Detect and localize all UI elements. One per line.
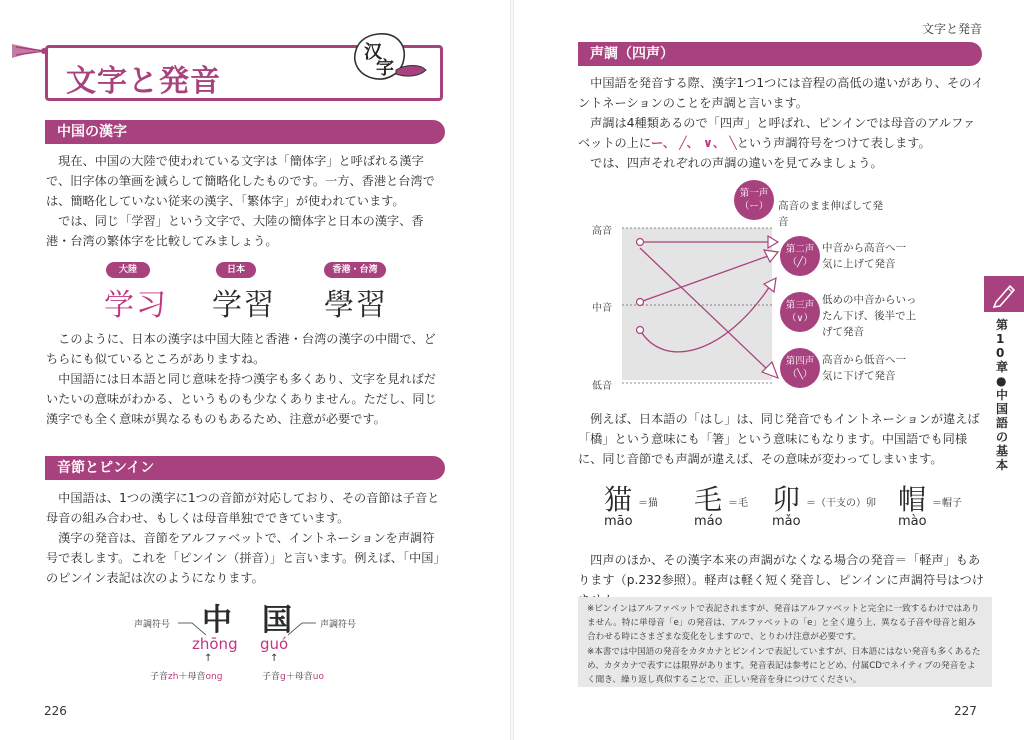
pencil-icon [984,276,1024,312]
figure-char-zhong: 中 [202,603,232,638]
example-meaning: ＝帽子 [932,498,962,509]
comparison-word: 学習 [212,288,276,323]
pinyin-zhong: zhōng [192,635,238,653]
tone-mark-label-right: 声調符号 [320,620,357,630]
comparison-tag: 日本 [216,262,256,278]
comparison-word: 学习 [104,288,168,323]
example-pinyin: mǎo [772,514,801,529]
page-number: 226 [44,704,67,718]
tassel-icon [10,40,50,62]
chapter-side-label: 第10章●中国語の基本 [996,318,1009,472]
example-char: 帽 [898,483,927,516]
paragraph: 中国語には日本語と同じ意味を持つ漢字も多くあり、文字を見ればだいたいの意味がわかる、というものも少なくありません。ただし、同じ漢字でも全く意味が異なるものもあるため、注意が必要です。 [46,372,437,426]
example-char: 猫 [604,483,633,516]
tone-desc-2: 中音から高音へ一気に上げて発音 [822,242,906,270]
section-title-chinese-kanji: 中国の漢字 [45,120,445,144]
kanji-comparison [96,262,416,323]
tone-desc-4: 高音から低音へ一気に下げて発音 [822,354,906,382]
tone-bubble-1: 第一声 （ー） [734,180,774,220]
tone-bubble-2: 第二声 （╱） [780,236,820,276]
section-title-tones: 声調（四声） [578,42,982,66]
comparison-tag: 大陸 [106,262,150,278]
kanji-speech-bubble [350,30,406,84]
tone-desc-1: 高音のまま伸ばして発音 [778,200,883,228]
tone-chart [584,180,917,392]
example-pinyin: māo [604,514,633,529]
page-number: 227 [954,704,977,718]
note-item: ※ピンインはアルファベットで表記されますが、発音はアルファベットと完全に一致するわけではありません。特に単母音「e」の発音は、アルファベットの「e」と全く違う上、異なる子音や母音と組み合わせる時にさまざまな変化をしますので、とりわけ注意が必要です。 [587,604,980,643]
right-page [512,0,1024,740]
tone-mark-label-left: 声調符号 [134,620,171,630]
tone-bubble-3: 第三声 （∨） [780,292,820,332]
paragraph: では、四声それぞれの声調の違いを見てみましょう。 [578,156,883,170]
example-meaning: ＝猫 [638,498,658,509]
paragraph: このように、日本の漢字は中国大陸と香港・台湾の漢字の中間で、どちらにも似ているところがありますね。 [46,332,436,366]
figure-char-guo: 国 [262,603,292,638]
axis-label-mid: 中音 [592,303,612,314]
chapter-title: 文字と発音 [66,64,221,99]
example-meaning: ＝毛 [728,498,748,509]
tone-marks-inline: ー、 ╱、 ∨、 ╲ [651,136,737,150]
chapter-side-tab [984,276,1024,312]
example-char: 毛 [694,483,723,516]
example-pinyin: máo [694,514,723,529]
paragraph: 漢字の発音は、音節をアルファベットで、イントネーションを声調符号で表します。これを「ピンイン（拼音）」と言います。例えば、「中国」のピンイン表記は次のようになります。 [46,531,446,585]
paragraph: 現在、中国の大陸で使われている文字は「簡体字」と呼ばれる漢字で、旧字体の筆画を減らして簡略化したものです。一方、香港と台湾では、簡略化していない従来の漢字、「繁体字」が使われています。 [46,154,435,208]
section-title-syllable-pinyin: 音節とピンイン [45,456,445,480]
comparison-tag: 香港・台湾 [324,262,386,278]
paragraph: 声調は4種類あるので「四声」と呼ばれ、ピンインでは母音のアルファベットの上にー、 ╱、 ∨、 ╲という声調符号をつけて表します。 [578,116,976,150]
example-char: 卯 [772,483,801,516]
example-pinyin: mào [898,514,927,529]
paragraph: 中国語は、1つの漢字に1つの音節が対応しており、その音節は子音と母音の組み合わせ、もしくは母音単独でできています。 [46,491,440,525]
tone-examples [604,478,984,538]
axis-label-high: 高音 [592,226,612,237]
axis-label-low: 低音 [592,381,612,392]
comparison-word: 學習 [324,288,388,323]
tone-desc-3: 低めの中音からいったん下げ、後半で上げて発音 [822,294,917,338]
paragraph: 中国語を発音する際、漢字1つ1つには音程の高低の違いがあり、そのイントネーションのことを声調と言います。 [578,76,984,110]
example-meaning: ＝（干支の）卯 [806,498,876,509]
paragraph: 四声のほか、その漢字本来の声調がなくなる場合の発音＝「軽声」もあります（p.232参照）。軽声は軽く短く発音し、ピンインに声調符号はつけ [578,553,984,587]
note-item: ※本書では中国語の発音をカタカナとピンインで表記していますが、日本語にはない発音も多くあるため、カタカナで表すには限界があります。発音表記は参考にとどめ、付属CDでネイティブの発音をよく聞き、繰り返し真似することで、正しい発音を身につけてください。 [587,646,981,686]
syllable-breakdown-zhong: 子音zh＋母音ong [150,672,223,682]
pinyin-example-figure [130,595,390,690]
running-head: 文字と発音 [921,22,982,36]
badge-char-1: 汉 [364,42,382,63]
arrow-up-icon: ↑ [270,653,279,664]
paragraph: では、同じ「学習」という文字で、大陸の簡体字と日本の漢字、香港・台湾の繁体字を比較してみましょう。 [46,214,424,248]
note-box [578,597,992,687]
badge-char-2: 字 [376,58,394,79]
tone-bubble-4: 第四声 （╲） [780,348,820,388]
pinyin-guo: guó [260,635,289,653]
syllable-breakdown-guo: 子音g＋母音uo [262,672,324,682]
paragraph: 例えば、日本語の「はし」は、同じ発音でもイントネーションが違えば「橋」という意味にも「箸」という意味にもなります。中国語でも同様に、同じ音節でも声調が違えば、その意味が変わってしまいます。 [578,412,980,466]
arrow-up-icon: ↑ [204,653,213,664]
